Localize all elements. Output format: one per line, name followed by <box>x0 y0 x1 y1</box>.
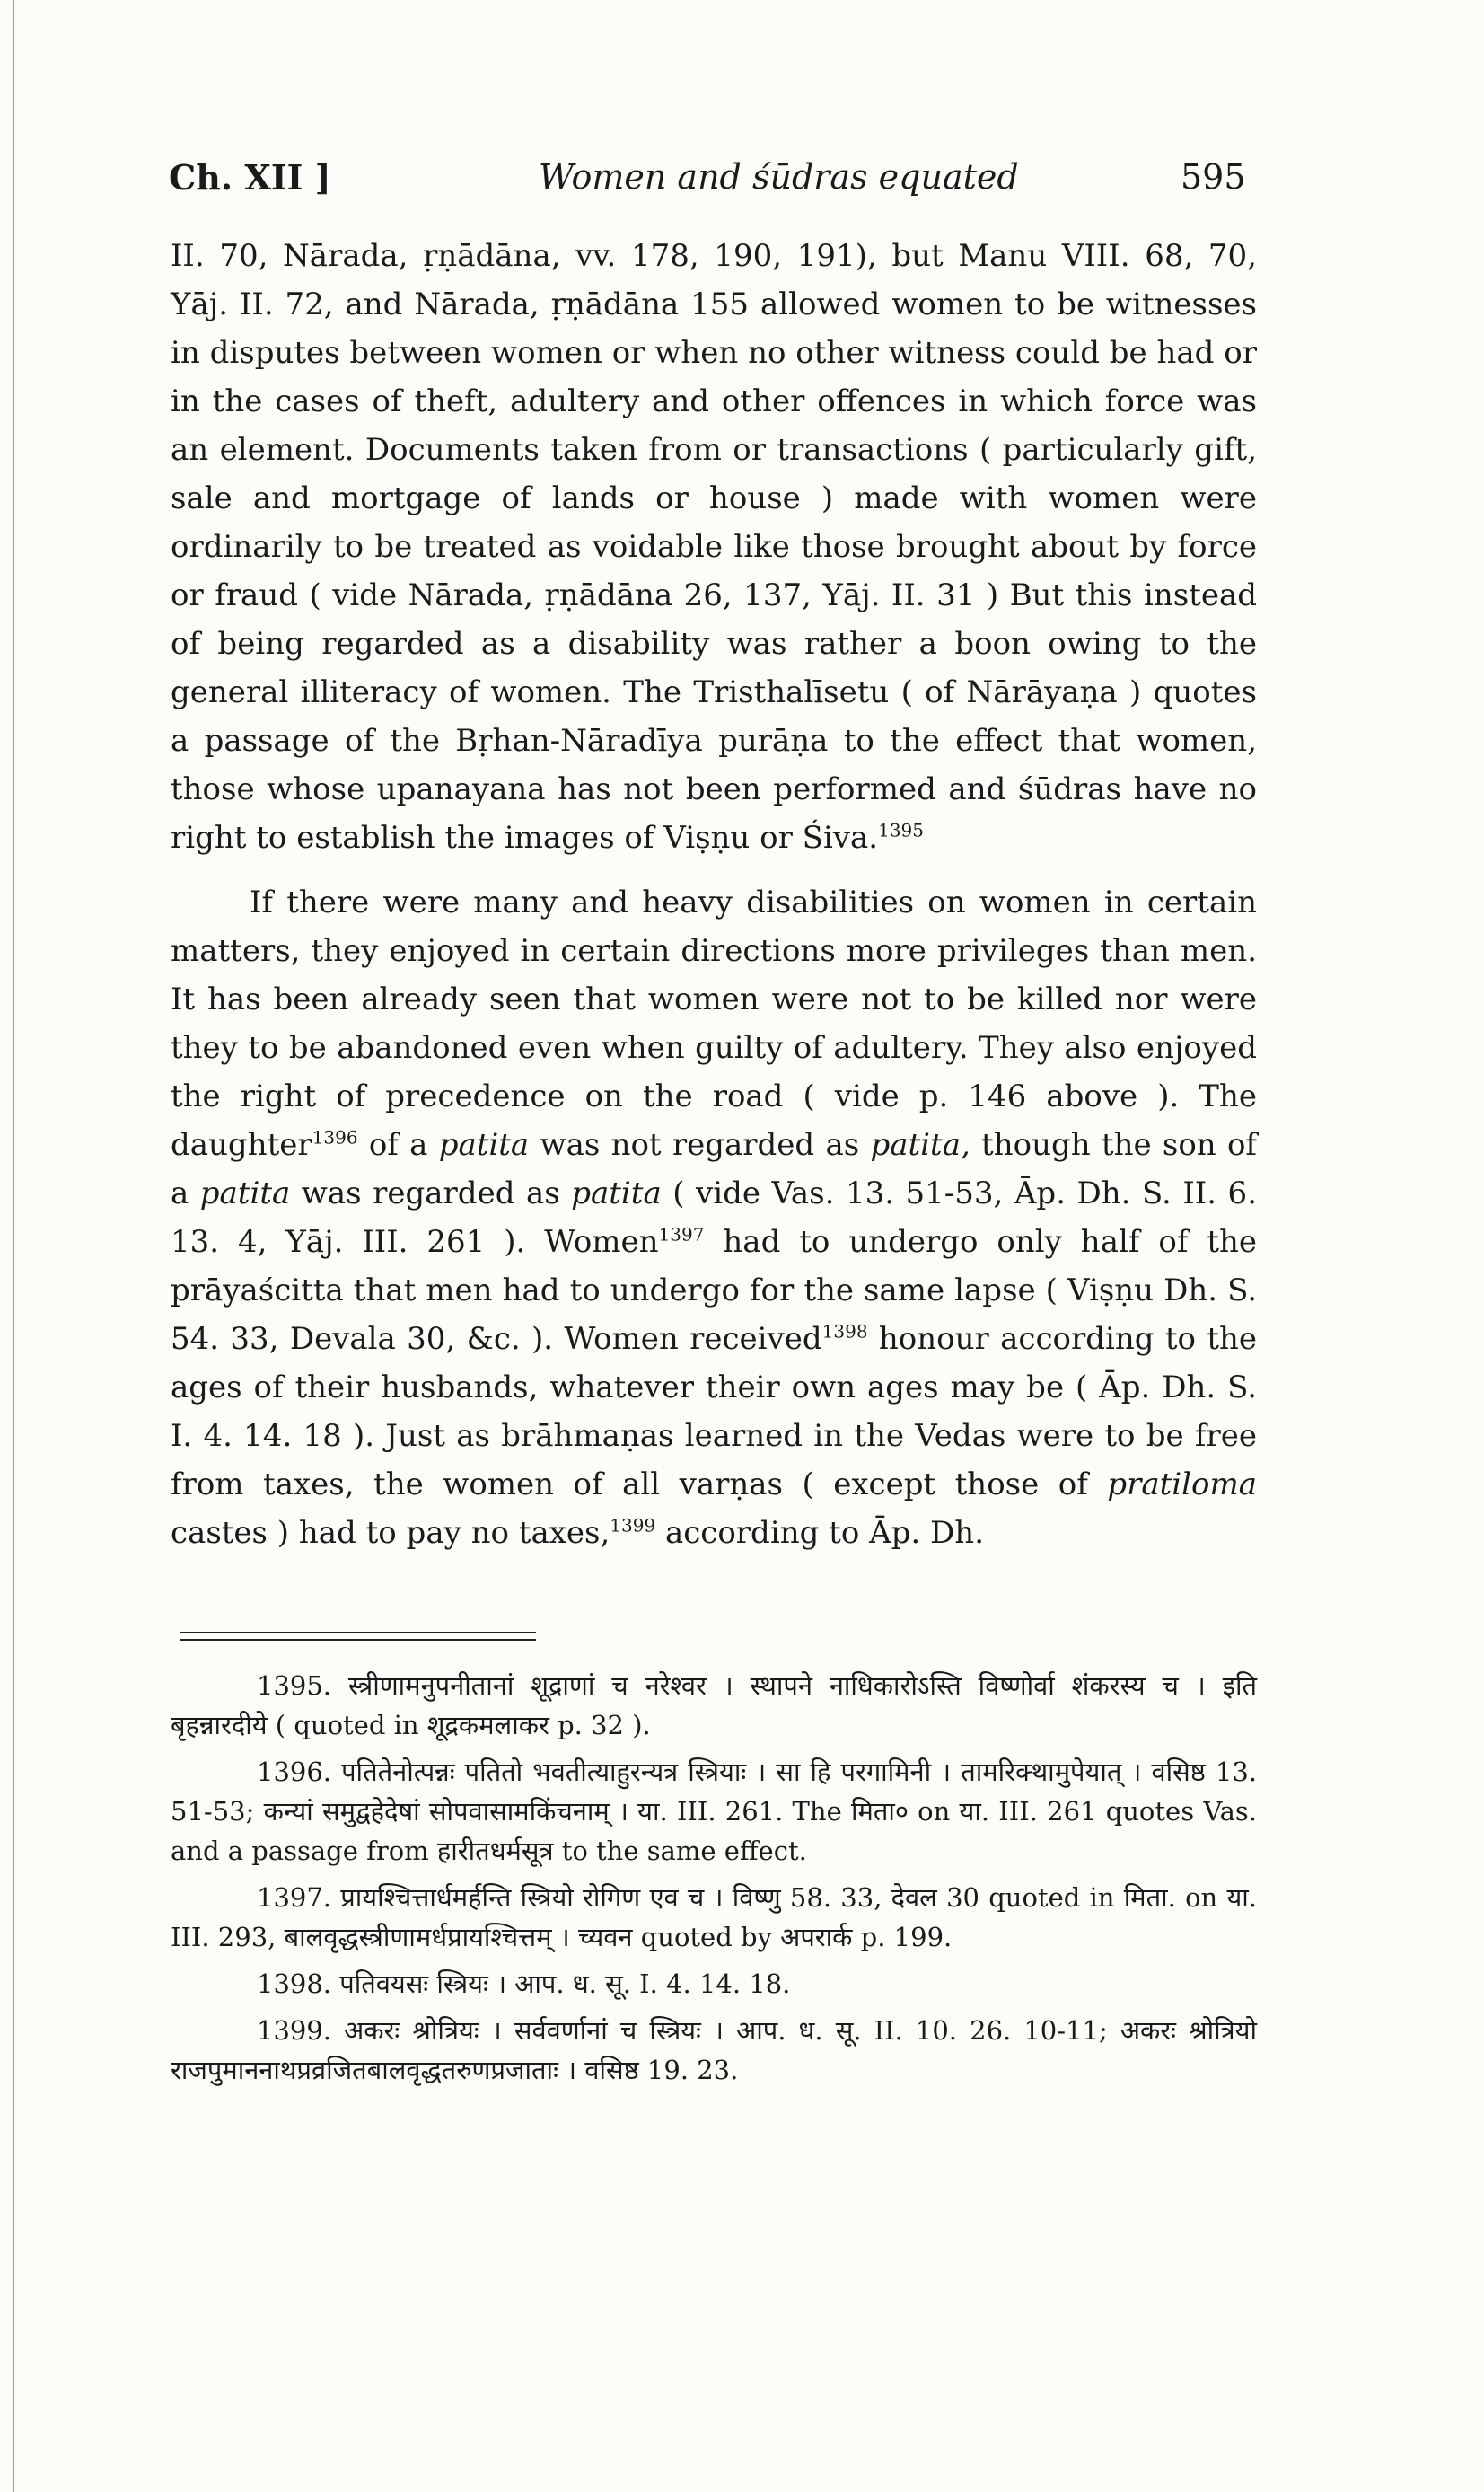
main-text <box>171 232 1257 1557</box>
footnote-ref-1397[interactable]: 1397 <box>658 1223 705 1246</box>
footnote-ref-1398[interactable]: 1398 <box>821 1320 868 1343</box>
running-title: Women and śūdras equated <box>539 157 1019 197</box>
page-number: 595 <box>1181 157 1246 197</box>
footnote-1395: 1395. स्त्रीणामनुपनीतानां शूद्राणां च नरेश्वर । स्थापने नाधिकारोऽस्ति विष्णोर्वा शंकरस्य च । इति बृहन्नारदीये ( quoted in शूद्रकमलाकर p. 32 ). <box>171 1670 1257 1740</box>
footnote-1399: 1399. अकरः श्रोत्रियः । सर्ववर्णानां च स्त्रियः । आप. ध. सू. II. 10. 26. 10-11; अकरः श्रोत्रियो राजपुमाननाथप्रव्रजितबालवृद्धतरुणप्रजाताः । वसिष्ठ 19. 23. <box>171 2015 1257 2085</box>
footnote-ref-1396[interactable]: 1396 <box>312 1126 358 1149</box>
page-edge-line <box>13 0 14 2492</box>
footnote-divider <box>180 1632 536 1641</box>
footnote-ref-1395[interactable]: 1395 <box>878 819 925 841</box>
running-header <box>0 157 1484 211</box>
chapter-label: Ch. XII ] <box>169 157 331 198</box>
footnote-1396: 1396. पतितेनोत्पन्नः पतितो भवतीत्याहुरन्यत्र स्त्रियाः । सा हि परगामिनी । तामरिक्थामुपेयात् । वसिष्ठ 13. 51-53; कन्यां समुद्वहेदेषां सोपवासामकिंचनाम् । या. III. 261. The मिता० on या. III. 261 quotes Vas. and a passage from हारीतधर्मसूत्र to the same effect. <box>171 1757 1257 1866</box>
paragraph-continued: II. 70, Nārada, ṛṇādāna, vv. 178, 190, 191), but Manu VIII. 68, 70, Yāj. II. 72, and Nārada, ṛṇādāna 155 allowed women to be witnesses in disputes between women or when no other witness could be had or in the cases of theft, adultery and other offences in which force was an element. Documents taken from or transactions ( particularly gift, sale and mortgage of lands or house ) made with women were ordinarily to be treated as voidable like those brought about by force or fraud ( vide Nārada, ṛṇādāna 26, 137, Yāj. II. 31 ) But this instead of being regarded as a disability was rather a boon owing to the general illiteracy of women. The Tristhalīsetu ( of Nārāyaṇa ) quotes a passage of the Bṛhan-Nāradīya purāṇa to the effect that women, those whose upanayana has not been performed and śūdras have no right to establish the images of Viṣṇu or Śiva.$^{1395}$ <box>171 238 1257 856</box>
footnotes <box>171 1666 1257 2090</box>
footnote-ref-1399[interactable]: 1399 <box>610 1514 656 1537</box>
paragraph-privileges: If there were many and heavy disabilities on women in certain matters, they enjoyed in certain directions more privileges than men. It has been already seen that women were not to be killed nor were they to be abandoned even when guilty of adultery. They also enjoyed the right of precedence on the road ( vide p. 146 above ). The daughter$^{1396}$ of a patita was not regarded as patita, though the son of a patita was regarded as patita ( vide Vas. 13. 51-53, Āp. Dh. S. II. 6. 13. 4, Yāj. III. 261 ). Women$^{1397}$ had to undergo only half of the prāyaścitta that men had to undergo for the same lapse ( Viṣṇu Dh. S. 54. 33, Devala 30, &c. ). Women received$^{1398}$ honour according to the ages of their husbands, whatever their own ages may be ( Āp. Dh. S. I. 4. 14. 18 ). Just as brāhmaṇas learned in the Vedas were to be free from taxes, the women of all varṇas ( except those of pratiloma castes ) had to pay no taxes,$^{1399}$ according to Āp. Dh. <box>171 885 1258 1551</box>
footnote-1397: 1397. प्रायश्चित्तार्धमर्हन्ति स्त्रियो रोगिण एव च । विष्णु 58. 33, देवल 30 quoted in मिता. on या. III. 293, बालवृद्धस्त्रीणामर्धप्रायश्चित्तम् । च्यवन quoted by अपरार्क p. 199. <box>171 1882 1257 1952</box>
footnote-1398: 1398. पतिवयसः स्त्रियः । आप. ध. सू. I. 4. 14. 18. <box>257 1968 791 1999</box>
